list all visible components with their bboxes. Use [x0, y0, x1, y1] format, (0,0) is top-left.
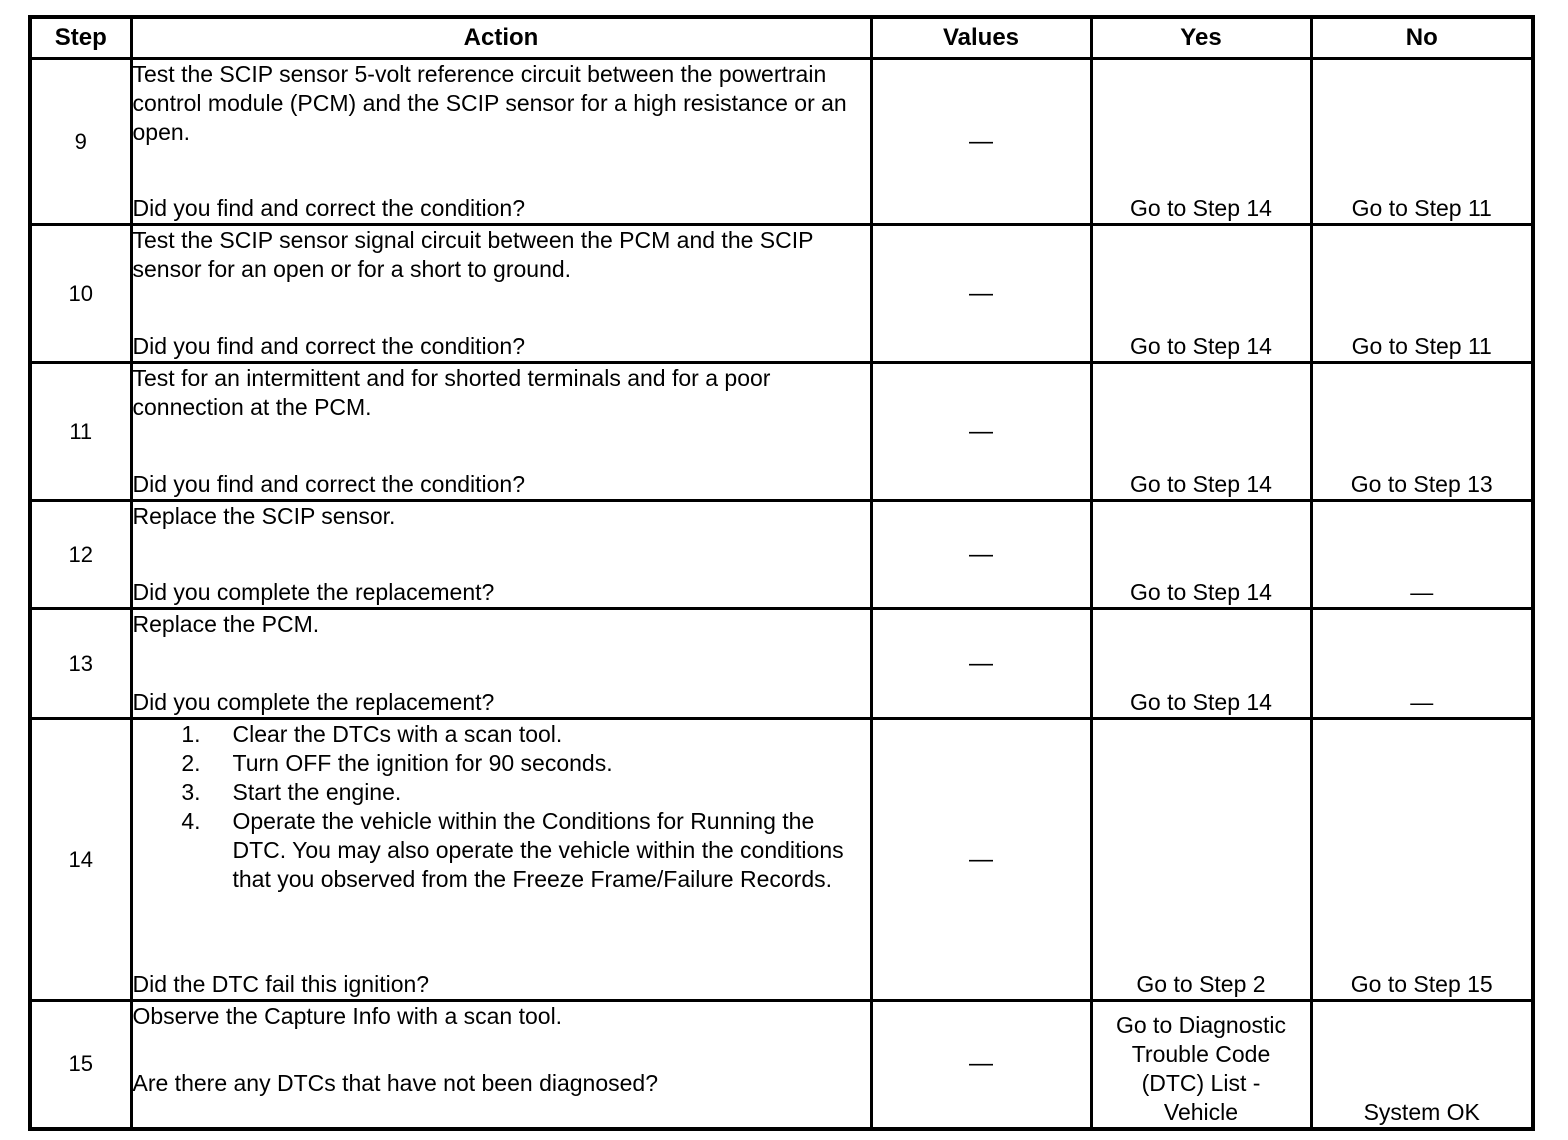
- action-cell: [131, 1001, 871, 1129]
- yes-cell: Go to Step 14: [1091, 59, 1311, 225]
- values-cell: —: [871, 225, 1091, 363]
- step-number: 13: [30, 609, 131, 719]
- values-cell: —: [871, 59, 1091, 225]
- header-values: Values: [871, 17, 1091, 59]
- values-cell: —: [871, 719, 1091, 1001]
- table-row: [30, 363, 1533, 501]
- list-item: [133, 720, 870, 749]
- header-row: [30, 17, 1533, 59]
- step-number: 10: [30, 225, 131, 363]
- header-action: Action: [131, 17, 871, 59]
- values-cell: —: [871, 363, 1091, 501]
- no-cell: —: [1311, 501, 1533, 609]
- step-number: 12: [30, 501, 131, 609]
- no-cell: Go to Step 11: [1311, 59, 1533, 225]
- action-question: Did you find and correct the condition?: [132, 333, 526, 359]
- table-row: [30, 1001, 1533, 1129]
- action-text: Replace the SCIP sensor.: [132, 503, 396, 529]
- action-question: Did you find and correct the condition?: [132, 195, 526, 221]
- action-question: Did you find and correct the condition?: [132, 471, 526, 497]
- list-item: [133, 749, 870, 778]
- action-cell: [131, 225, 871, 363]
- list-item: [133, 807, 870, 894]
- list-item-text: Start the engine.: [232, 779, 402, 805]
- action-cell: [131, 59, 871, 225]
- yes-cell: Go to Step 14: [1091, 501, 1311, 609]
- action-cell: [131, 609, 871, 719]
- list-item-number: 3.: [181, 779, 201, 805]
- action-text: Test for an intermittent and for shorted terminals and for a poor connection at the PCM.: [132, 365, 771, 420]
- list-item-number: 1.: [181, 721, 201, 747]
- yes-cell: Go to Step 2: [1091, 719, 1311, 1001]
- no-cell: Go to Step 15: [1311, 719, 1533, 1001]
- list-item-text: Operate the vehicle within the Conditions for Running the DTC. You may also operate the vehicle within the conditions that you observed from the Freeze Frame/Failure Records.: [232, 808, 844, 892]
- action-question: Are there any DTCs that have not been diagnosed?: [132, 1070, 659, 1096]
- step-number: 11: [30, 363, 131, 501]
- values-cell: —: [871, 609, 1091, 719]
- action-question: Did you complete the replacement?: [132, 579, 495, 605]
- step-number: 14: [30, 719, 131, 1001]
- yes-cell: [1091, 1001, 1311, 1129]
- table-row: [30, 609, 1533, 719]
- procedure-list: [133, 720, 870, 894]
- diagnostic-table: [28, 15, 1535, 1131]
- yes-link-text: Go to Diagnostic Trouble Code (DTC) List - Vehicle: [1115, 1011, 1287, 1125]
- header-yes: Yes: [1091, 17, 1311, 59]
- list-item-text: Clear the DTCs with a scan tool.: [232, 721, 563, 747]
- values-cell: —: [871, 501, 1091, 609]
- values-cell: —: [871, 1001, 1091, 1129]
- step-number: 9: [30, 59, 131, 225]
- list-item-number: 2.: [181, 750, 201, 776]
- yes-cell: Go to Step 14: [1091, 363, 1311, 501]
- table-row: [30, 719, 1533, 1001]
- action-cell: [131, 719, 871, 1001]
- action-text: Test the SCIP sensor signal circuit between the PCM and the SCIP sensor for an open or for a short to ground.: [132, 227, 814, 282]
- action-question: Did you complete the replacement?: [132, 689, 495, 715]
- action-cell: [131, 501, 871, 609]
- yes-cell: Go to Step 14: [1091, 225, 1311, 363]
- action-text: Replace the PCM.: [132, 611, 320, 637]
- no-cell: —: [1311, 609, 1533, 719]
- header-no: No: [1311, 17, 1533, 59]
- list-item-number: 4.: [181, 808, 201, 834]
- table-row: [30, 225, 1533, 363]
- action-text: Observe the Capture Info with a scan tool.: [132, 1003, 563, 1029]
- no-cell: Go to Step 13: [1311, 363, 1533, 501]
- list-item: [133, 778, 870, 807]
- action-question: Did the DTC fail this ignition?: [132, 971, 430, 997]
- no-cell: Go to Step 11: [1311, 225, 1533, 363]
- header-step: Step: [30, 17, 131, 59]
- action-cell: [131, 363, 871, 501]
- table-row: [30, 501, 1533, 609]
- no-cell: System OK: [1311, 1001, 1533, 1129]
- action-text: Test the SCIP sensor 5-volt reference circuit between the powertrain control module (PCM) and the SCIP sensor for a high resistance or an open.: [132, 61, 847, 145]
- yes-cell: Go to Step 14: [1091, 609, 1311, 719]
- step-number: 15: [30, 1001, 131, 1129]
- list-item-text: Turn OFF the ignition for 90 seconds.: [232, 750, 613, 776]
- table-row: [30, 59, 1533, 225]
